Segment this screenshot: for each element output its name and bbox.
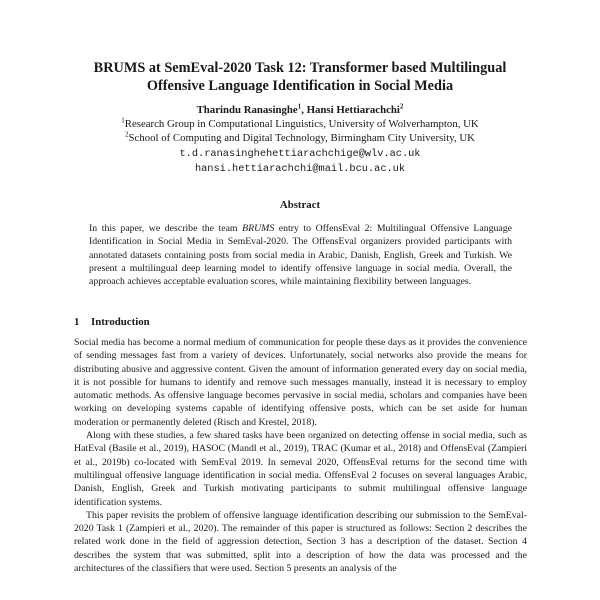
- author-affiliation-mark: 2: [399, 102, 404, 111]
- affiliation-mark: 1: [121, 116, 125, 125]
- affiliation-text: School of Computing and Digital Technology, Birmingham City University, UK: [128, 132, 475, 144]
- author-list: [40, 103, 560, 117]
- affiliation-mark: 2: [125, 130, 129, 139]
- author-name: Tharindu Ranasinghe: [196, 104, 298, 116]
- section-title: Introduction: [91, 316, 150, 328]
- author-separator: ,: [301, 104, 307, 116]
- section-heading: [74, 316, 150, 328]
- paragraph: Along with these studies, a few shared tasks have been organized on detecting offense in social media, such as HatEval (Basile et al., 2019), HASOC (Mandl et al., 2019), TRAC (Kumar et al., 2018) and OffensEval (Zampieri et al., 2019b) co-located with SemEval 2019. In semeval 2020, OffensEval returns for the second time with multilingual offensive language identification in social media. OffensEval 2 focuses on several languages Arabic, Danish, English, Greek and Turkish motivating participants to submit multilingual offensive language identification systems.: [74, 430, 527, 508]
- abstract-heading: Abstract: [279, 199, 321, 211]
- title-line-1: BRUMS at SemEval-2020 Task 12: Transformer based Multilingual: [93, 60, 507, 76]
- abstract-text: [89, 222, 512, 288]
- email-2: hansi.hettiarachchi@mail.bcu.ac.uk: [194, 163, 406, 175]
- author-name: Hansi Hettiarachchi: [306, 104, 400, 116]
- email-1: t.d.ranasinghehettiarachchige@wlv.ac.uk: [179, 148, 421, 160]
- paragraph: Social media has become a normal medium of communication for people these days as it provides the convenience of sending messages fast from a variety of devices. Unfortunately, social networks also provide the means for distributing abusive and aggressive content. Given the amount of information generated every day on social media, it is not possible for humans to identify and remove such messages manually, instead it is necessary to employ automatic methods. As offensive language becomes pervasive in social media, scholars and companies have been working on developing systems capable of identifying offensive posts, which can be set aside for human moderation or permanently deleted (Risch and Krestel, 2018).: [74, 337, 527, 428]
- abstract-text-start: In this paper, we describe the team: [89, 223, 243, 234]
- paragraph: This paper revisits the problem of offensive language identification describing our submission to the SemEval-2020 Task 1 (Zampieri et al., 2020). The remainder of this paper is structured as follows: Section 2 describes the related work done in the field of aggression detection, Section 3 has a description of the dataset. Section 4 describes the system that was submitted, split into a description of how the data was processed and the architectures of the classifiers that were used. Section 5 presents an analysis of the: [74, 509, 527, 575]
- abstract-text-end: entry to OffensEval 2: Multilingual Offensive Language Identification in Social Media in SemEval-2020. The OffensEval organizers provided participants with annotated datasets containing posts from social media in Arabic, Danish, English, Greek and Turkish. We present a multilingual deep learning model to identify offensive language in social media. Overall, the approach achieves acceptable evaluation scores, while maintaining flexibility between languages.: [89, 223, 512, 288]
- author-affiliation-mark: 1: [297, 102, 302, 111]
- section-number: 1: [74, 316, 80, 328]
- affiliation-text: Research Group in Computational Linguistics, University of Wolverhampton, UK: [124, 118, 479, 130]
- team-name: BRUMS: [242, 223, 275, 234]
- paper-title: [40, 59, 560, 95]
- affiliation-2: [40, 131, 560, 145]
- section-body: [74, 336, 527, 575]
- title-line-2: Offensive Language Identification in Social Media: [146, 78, 454, 94]
- affiliation-1: [40, 117, 560, 131]
